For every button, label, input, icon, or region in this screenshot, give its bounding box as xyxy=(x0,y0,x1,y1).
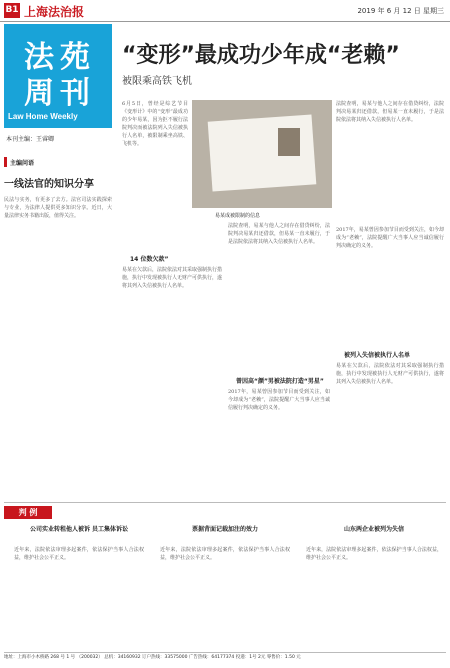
column-section xyxy=(4,157,112,167)
masthead-line-2: 周刊 xyxy=(24,76,96,111)
masthead xyxy=(4,24,112,128)
bottom-text-3: 近年来，法院依法审理多起案件，依法保护当事人合法权益，维护社会公平正义。 xyxy=(306,547,442,561)
issue-date: 2019 年 6 月 12 日 星期三 xyxy=(357,7,444,15)
main-col-3b-text: 易某在欠款后，法院依法对其采取强制执行措施，执行中发现被执行人无财产可供执行，遂将其列入失信被执行人名单。 xyxy=(336,363,444,385)
column-body: 民法与实务，有更多了去方。法官司法实践探索与专业，为法律人提供更多知识分享。近日，大量法律实务书籍出版，值得关注。 xyxy=(4,197,112,219)
bottom-text-2: 近年来，法院依法审理多起案件，依法保护当事人合法权益，维护社会公平正义。 xyxy=(160,547,290,561)
footer-divider xyxy=(4,652,446,653)
column-section-label: 主编问语 xyxy=(10,159,35,167)
subhead-3: 被列入失信被执行人名单 xyxy=(344,352,411,359)
main-col-4-text: 法院查明，易某与他人之间存在借贷纠纷，法院判决易某归还借款，但易某一直未履行，于是法院依法将其纳入失信被执行人名单。 xyxy=(336,101,444,123)
top-bar xyxy=(0,0,450,22)
main-col-1-text: 6月5日，曾经是综艺节目《变形计》中的“变形”最成功的少年易某，因为拒不履行法院判决而被法院列入失信被执行人名单，被限制乘坐高铁、飞机等。 xyxy=(122,101,188,147)
bottom-section-label: 判 例 xyxy=(4,506,52,519)
bottom-title-2: 票据背面记载加注的效力 xyxy=(191,526,258,533)
headline: “变形”最成功少年成“老赖” xyxy=(122,43,400,68)
bottom-section-header xyxy=(0,504,450,520)
bottom-title-1: 公司实业转租他人被诉 员工集体诉讼 xyxy=(29,526,129,533)
page-number: B1 xyxy=(4,3,20,18)
editor-line: 本刊主编：王睿卿 xyxy=(6,136,55,143)
main-col-2b-text: 2017年，易某曾因参加节目而受到关注，如今却成为“老赖”，法院提醒广大当事人应当诚信履行判决确定的义务。 xyxy=(228,389,330,411)
footer: 地址：上海市小木桥路 268 号 1 号 （200032） 总机：34160932 订户热线：33575000 广告热线：64177374 投递：1号 2元 零售价：1.50 元 xyxy=(4,655,301,660)
subhead-2: 曾因高“颜”男被法院打造“男星” xyxy=(236,378,324,385)
paper-name: 上海法治报 xyxy=(24,5,85,19)
column-title: 一线法官的知识分享 xyxy=(4,179,94,190)
main-col-1b-text: 易某在欠款后，法院依法对其采取强制执行措施，执行中发现被执行人无财产可供执行，遂将其列入失信被执行人名单。 xyxy=(122,267,222,289)
bottom-text-1: 近年来，法院依法审理多起案件，依法保护当事人合法权益，维护社会公平正义。 xyxy=(14,547,144,561)
bottom-title-3: 山东两企业被列为失信 xyxy=(343,526,404,533)
left-column xyxy=(4,24,112,526)
main-col-2-text: 法院查明，易某与他人之间存在借贷纠纷，法院判决易某归还借款，但易某一直未履行，于是法院依法将其纳入失信被执行人名单。 xyxy=(228,223,330,245)
photo-caption: 易某成被限制的信息 xyxy=(215,213,261,219)
subhead-1: 14 位数欠款” xyxy=(130,256,169,263)
news-photo xyxy=(192,100,332,208)
section-divider xyxy=(4,502,446,503)
masthead-english: Law Home Weekly xyxy=(8,112,78,121)
main-col-3-text: 2017年，易某曾因参加节目而受到关注，如今却成为“老赖”，法院提醒广大当事人应当诚信履行判决确定的义务。 xyxy=(336,227,444,249)
subheadline: 被限乘高铁飞机 xyxy=(122,76,192,87)
masthead-line-1: 法苑 xyxy=(24,40,96,75)
